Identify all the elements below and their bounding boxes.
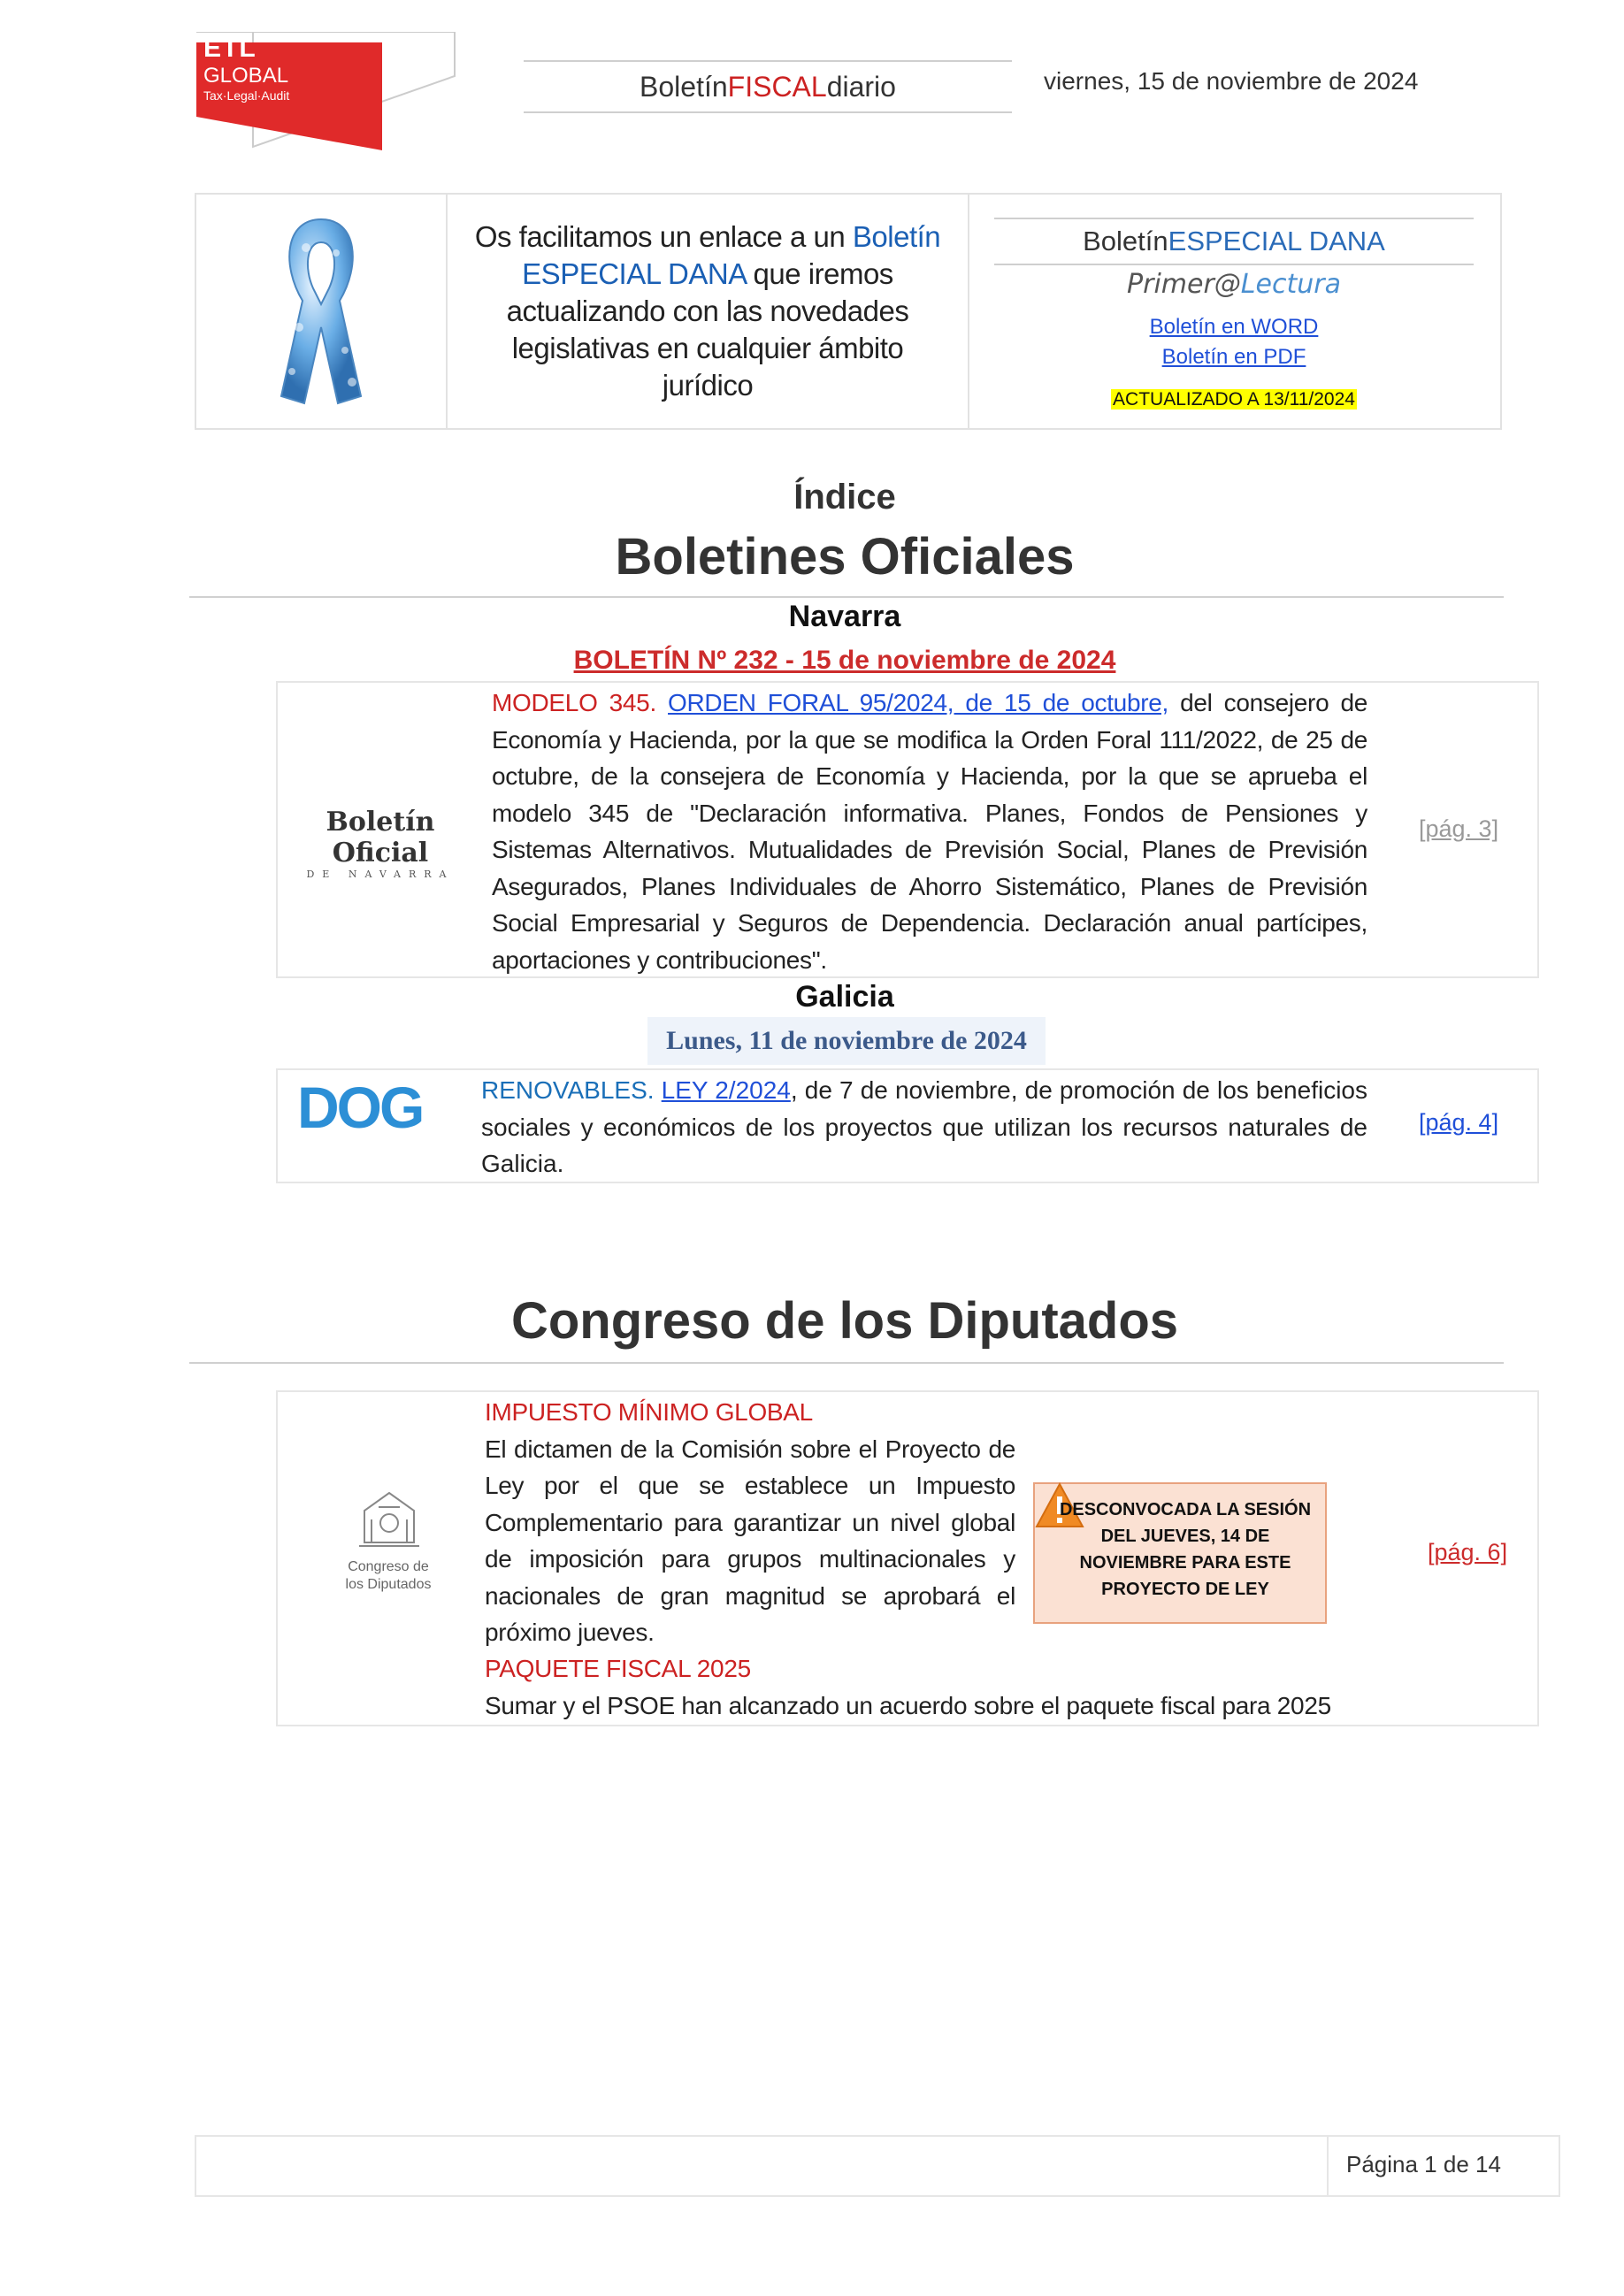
galicia-heading: Galicia [795, 980, 894, 1014]
logo-name: GLOBAL [203, 64, 289, 88]
navarra-entry-body: del consejero de Economía y Hacienda, por la que se modifica la Orden Foral 111/2022, de 25 de octubre, de la consejera de Economía y Hacienda, por la que se aprueba el modelo 345 de "Declaración informativa. Planes, Fondos de Pensiones y Sistemas Alternativos. Mutualidades de Previsión Social, Planes de Previsión Asegurados, Planes Individuales de Ahorro Sistemático, Planes de Previsión Social Empresarial y Seguros de Dependencia. Declaración anual partícipes, aportaciones y contribuciones". [492, 689, 1367, 974]
logo-brand: ETL [203, 34, 257, 63]
primera-b: Lectura [1240, 269, 1341, 300]
boletin-pdf-link[interactable]: Boletín en PDF [1161, 345, 1306, 369]
congreso-emblem-icon [313, 1481, 463, 1560]
congreso-title: Congreso de los Diputados [510, 1292, 1179, 1350]
dana-right-title [994, 218, 1474, 265]
navarra-heading: Navarra [788, 600, 901, 633]
congreso-entry2-body: Sumar y el PSOE han alcanzado un acuerdo sobre el paquete fiscal para 2025 [485, 1691, 1331, 1719]
dana-right-title-highlight: ESPECIAL DANA [1168, 226, 1385, 256]
congreso-entry1-body: El dictamen de la Comisión sobre el Proyecto de Ley por el que se establece un Impuesto Complementario para garantizar un nivel global de imposición para grupos multinacionales y nacionales de gran magnitud se aprobará el próximo jueves. [485, 1435, 1015, 1646]
galicia-page-link[interactable]: [pág. 4] [1419, 1109, 1499, 1136]
congreso-logo-line2: los Diputados [345, 1577, 432, 1592]
dana-ribbon-cell [196, 195, 448, 428]
dana-special-box [195, 193, 1502, 430]
dana-text-before: Os facilitamos un enlace a un [474, 220, 853, 253]
dana-links-cell [969, 195, 1498, 428]
page-number: Página 1 de 14 [1346, 2151, 1501, 2177]
galicia-date: Lunes, 11 de noviembre de 2024 [647, 1017, 1046, 1065]
orden-foral-link[interactable]: ORDEN FORAL 95/2024, de 15 de octubre, [668, 689, 1168, 716]
etl-global-logo [196, 32, 462, 150]
alert-text: DESCONVOCADA LA SESIÓN DEL JUEVES, 14 DE NOVIEMBRE PARA ESTE PROYECTO DE LEY [1059, 1500, 1312, 1599]
title-highlight: FISCAL [727, 70, 827, 103]
dana-word-link-wrap [969, 315, 1498, 340]
section-divider [189, 1362, 1504, 1364]
title-prefix: Boletín [640, 70, 728, 103]
galicia-entry-text [481, 1072, 1367, 1182]
navarra-boletin-link[interactable]: BOLETÍN Nº 232 - 15 de noviembre de 2024 [573, 646, 1116, 675]
navarra-entry [276, 681, 1539, 978]
congreso-logo-line1: Congreso de [348, 1559, 429, 1574]
desconvocada-alert [1033, 1482, 1327, 1624]
logo-tagline: Tax·Legal·Audit [203, 88, 290, 103]
index-heading: Índice [793, 478, 896, 517]
congreso-entry1 [485, 1394, 1015, 1651]
dana-text-after: que iremos actualizando con las novedades legislativas en cualquier ámbito jurídico [506, 257, 909, 402]
bulletin-date: viernes, 15 de noviembre de 2024 [1044, 67, 1419, 95]
congreso-entry2 [485, 1650, 1458, 1724]
dana-right-title-prefix: Boletín [1083, 226, 1168, 256]
page-footer [195, 2135, 1560, 2197]
dana-text-highlight: Boletín ESPECIAL DANA [522, 220, 941, 290]
navarra-entry-label: MODELO 345. [492, 689, 669, 716]
galicia-entry-label: RENOVABLES. [481, 1076, 662, 1104]
footer-divider [1327, 2137, 1329, 2195]
dog-logo: DOG [297, 1075, 423, 1140]
navarra-entry-text [492, 685, 1367, 978]
boletin-word-link[interactable]: Boletín en WORD [1149, 315, 1319, 339]
navarra-logo-line1: Boletín Oficial [326, 807, 435, 869]
congreso-entry [276, 1390, 1539, 1726]
dana-updated-wrap [969, 389, 1498, 410]
congreso-page-link[interactable]: [pág. 6] [1428, 1539, 1508, 1565]
galicia-entry [276, 1068, 1539, 1183]
awareness-ribbon-icon [196, 195, 446, 428]
bulletin-title [524, 60, 1012, 113]
galicia-entry-body: , de 7 de noviembre, de promoción de los beneficios sociales y económicos de los proyectos que utilizan los recursos naturales de Galicia. [481, 1076, 1367, 1177]
boletin-navarra-logo [301, 807, 460, 880]
dana-description [448, 195, 969, 428]
primera-a: Primer@ [1127, 269, 1241, 300]
boletines-oficiales-title: Boletines Oficiales [615, 528, 1075, 585]
congreso-entry1-label: IMPUESTO MÍNIMO GLOBAL [485, 1398, 813, 1426]
primera-lectura-logo [969, 269, 1498, 300]
navarra-logo-line2: DE NAVARRA [306, 869, 455, 880]
title-suffix: diario [826, 70, 896, 103]
ley-2-2024-link[interactable]: LEY 2/2024 [661, 1076, 791, 1104]
congreso-entry2-label: PAQUETE FISCAL 2025 [485, 1655, 751, 1682]
dana-updated-badge: ACTUALIZADO A 13/11/2024 [1113, 389, 1355, 409]
congreso-logo [313, 1481, 463, 1604]
dana-pdf-link-wrap [969, 345, 1498, 370]
section-divider [189, 596, 1504, 598]
navarra-page-link[interactable]: [pág. 3] [1419, 815, 1499, 842]
